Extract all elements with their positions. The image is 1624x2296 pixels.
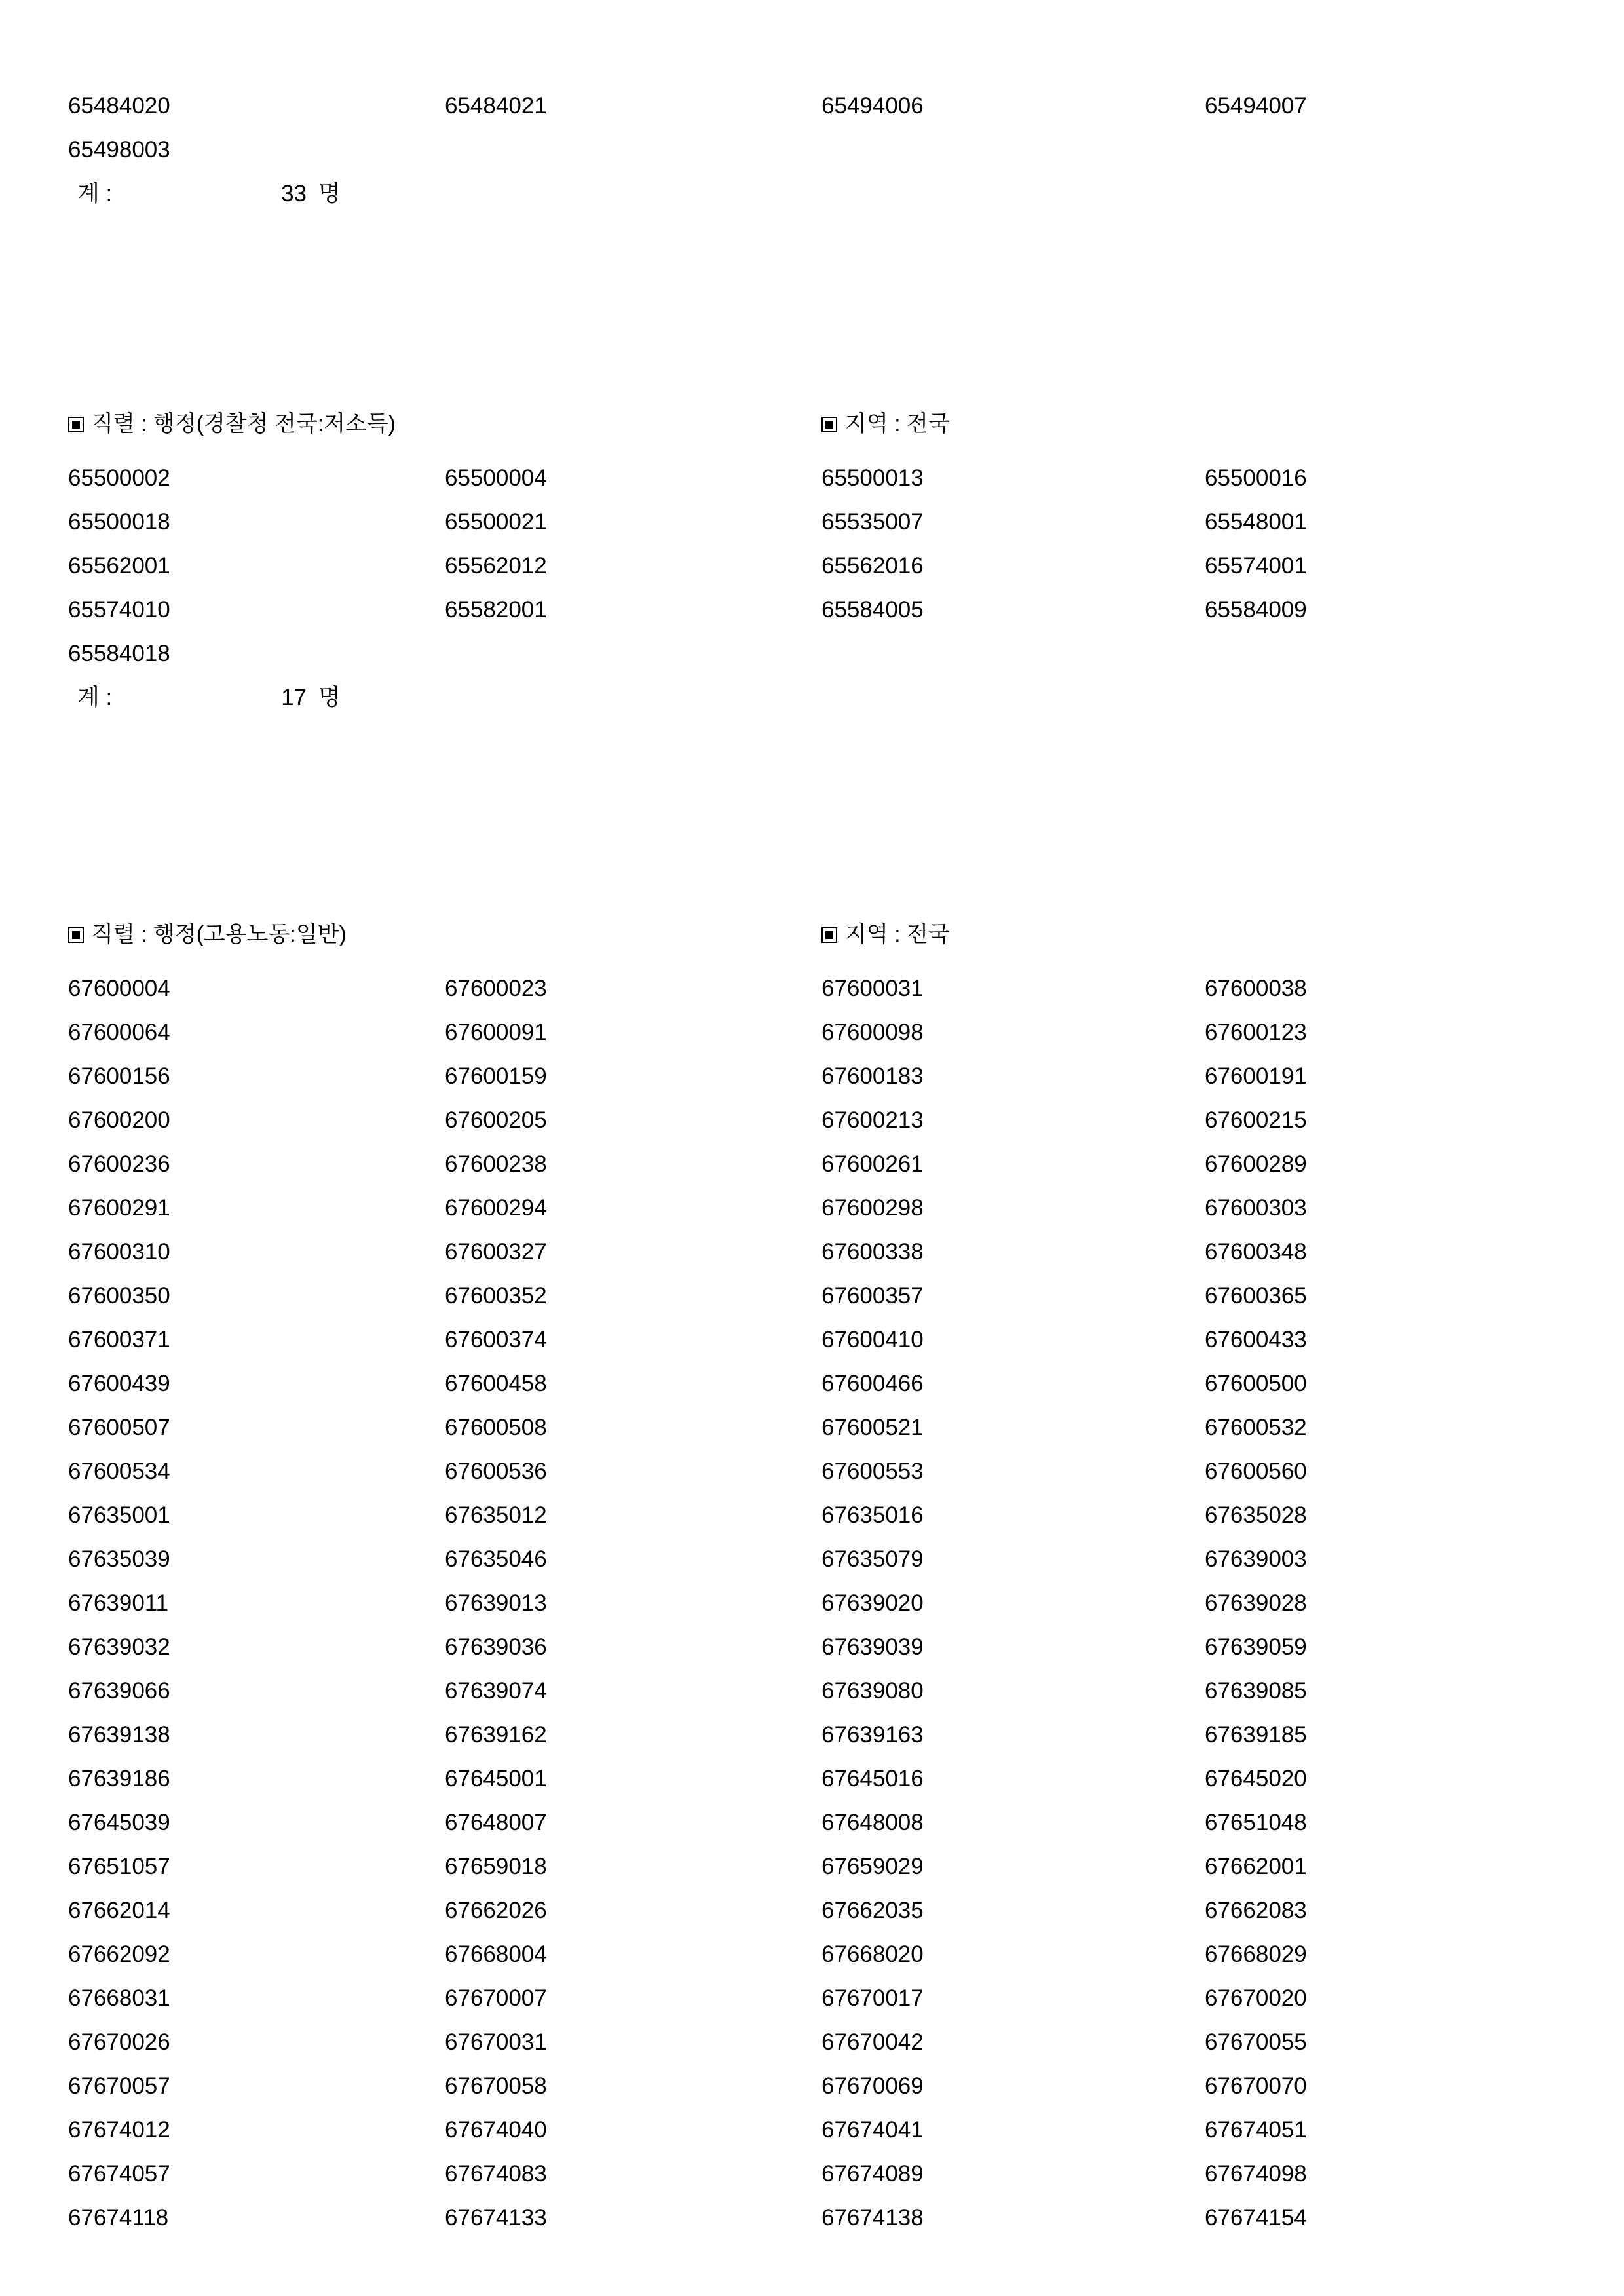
region-header-labor [821, 916, 950, 948]
code-cell: 67635028 [1205, 1502, 1307, 1528]
code-cell: 67648007 [445, 1810, 547, 1835]
code-cell: 67635001 [68, 1502, 170, 1528]
code-cell: 67639020 [821, 1590, 924, 1616]
code-cell: 67670020 [1205, 1985, 1307, 2011]
code-cell: 67674133 [445, 2205, 547, 2230]
code-cell: 67600371 [68, 1327, 170, 1352]
code-cell: 67600156 [68, 1063, 170, 1089]
code-cell: 65484020 [68, 93, 170, 119]
code-cell: 67600433 [1205, 1327, 1307, 1352]
code-cell: 67659018 [445, 1854, 547, 1879]
code-cell: 67670055 [1205, 2029, 1307, 2055]
total-unit: 명 [318, 181, 341, 206]
code-cell: 67645001 [445, 1766, 547, 1791]
code-cell: 67674057 [68, 2161, 170, 2187]
region-header-police [821, 406, 950, 438]
code-cell: 67600303 [1205, 1195, 1307, 1221]
code-cell: 65582001 [445, 597, 547, 622]
code-cell: 67600004 [68, 976, 170, 1001]
code-cell: 67600507 [68, 1415, 170, 1440]
code-cell: 67600348 [1205, 1239, 1307, 1265]
code-cell: 67674098 [1205, 2161, 1307, 2187]
section-labor [0, 916, 1624, 2240]
code-cell: 67600560 [1205, 1459, 1307, 1484]
code-cell: 67600238 [445, 1151, 547, 1177]
region-header-text: 지역 : 전국 [845, 922, 950, 947]
code-cell: 67670007 [445, 1985, 547, 2011]
code-cell: 67600374 [445, 1327, 547, 1352]
section-spacer [0, 216, 1624, 406]
code-cell: 67674138 [821, 2205, 924, 2230]
code-cell: 65500021 [445, 509, 547, 535]
code-cell: 65548001 [1205, 509, 1307, 535]
code-cell: 67651048 [1205, 1810, 1307, 1835]
code-cell: 67674051 [1205, 2117, 1307, 2143]
code-grid-police [68, 456, 1624, 676]
code-cell: 67635016 [821, 1502, 924, 1528]
code-cell: 65574010 [68, 597, 170, 622]
code-cell: 67600236 [68, 1151, 170, 1177]
section-continued [0, 84, 1624, 216]
code-cell: 65500002 [68, 465, 170, 491]
code-cell: 67668029 [1205, 1942, 1307, 1967]
code-cell: 67600365 [1205, 1283, 1307, 1309]
code-cell: 67600098 [821, 1020, 924, 1045]
code-cell: 65494007 [1205, 93, 1307, 119]
job-header-police [68, 406, 821, 438]
code-cell: 67600458 [445, 1371, 547, 1396]
code-cell: 67600466 [821, 1371, 924, 1396]
code-cell: 67662014 [68, 1898, 170, 1923]
code-cell: 65500004 [445, 465, 547, 491]
code-cell: 65500018 [68, 509, 170, 535]
code-cell: 67635012 [445, 1502, 547, 1528]
total-count: 17 [281, 685, 307, 710]
code-cell: 67600205 [445, 1107, 547, 1133]
code-cell: 67600536 [445, 1459, 547, 1484]
code-cell: 67639138 [68, 1722, 170, 1748]
code-cell: 65562016 [821, 553, 924, 579]
code-cell: 65535007 [821, 509, 924, 535]
code-cell: 67639059 [1205, 1634, 1307, 1660]
code-cell: 67670058 [445, 2073, 547, 2099]
code-cell: 67674154 [1205, 2205, 1307, 2230]
region-header-text: 지역 : 전국 [845, 411, 950, 436]
code-cell: 67639085 [1205, 1678, 1307, 1704]
code-cell: 67670069 [821, 2073, 924, 2099]
code-cell: 67668031 [68, 1985, 170, 2011]
code-cell: 67662035 [821, 1898, 924, 1923]
code-cell: 67600200 [68, 1107, 170, 1133]
code-cell: 67674040 [445, 2117, 547, 2143]
code-cell: 67645020 [1205, 1766, 1307, 1791]
code-cell: 67600357 [821, 1283, 924, 1309]
code-cell: 67674012 [68, 2117, 170, 2143]
code-cell: 67659029 [821, 1854, 924, 1879]
code-cell: 67635039 [68, 1546, 170, 1572]
code-cell: 67600294 [445, 1195, 547, 1221]
code-cell: 65574001 [1205, 553, 1307, 579]
code-cell: 67648008 [821, 1810, 924, 1835]
code-cell: 67600327 [445, 1239, 547, 1265]
code-cell: 67600291 [68, 1195, 170, 1221]
code-cell: 65484021 [445, 93, 547, 119]
section-spacer [0, 719, 1624, 916]
total-row-continued [77, 172, 1624, 216]
code-cell: 67674083 [445, 2161, 547, 2187]
code-cell: 67662083 [1205, 1898, 1307, 1923]
code-cell: 67600532 [1205, 1415, 1307, 1440]
code-cell: 65584018 [68, 641, 170, 666]
code-cell: 67639185 [1205, 1722, 1307, 1748]
code-cell: 67639011 [68, 1590, 169, 1616]
code-cell: 67645039 [68, 1810, 170, 1835]
code-cell: 67600031 [821, 976, 924, 1001]
code-cell: 67662026 [445, 1898, 547, 1923]
code-cell: 67639066 [68, 1678, 170, 1704]
square-bullet-icon [68, 927, 84, 943]
code-cell: 67639080 [821, 1678, 924, 1704]
code-cell: 67639003 [1205, 1546, 1307, 1572]
code-cell: 67651057 [68, 1854, 170, 1879]
code-grid-labor [68, 966, 1624, 2240]
code-cell: 67639032 [68, 1634, 170, 1660]
job-header-text: 직렬 : 행정(고용노동:일반) [92, 922, 347, 947]
code-cell: 67639074 [445, 1678, 547, 1704]
total-count: 33 [281, 181, 307, 206]
code-cell: 67600521 [821, 1415, 924, 1440]
code-cell: 67600191 [1205, 1063, 1307, 1089]
code-cell: 67668004 [445, 1942, 547, 1967]
code-cell: 67600500 [1205, 1371, 1307, 1396]
code-cell: 65562001 [68, 553, 170, 579]
section-header-police [0, 406, 1624, 438]
code-cell: 67600508 [445, 1415, 547, 1440]
code-cell: 67600123 [1205, 1020, 1307, 1045]
code-cell: 67600338 [821, 1239, 924, 1265]
code-cell: 65584009 [1205, 597, 1307, 622]
code-cell: 67639186 [68, 1766, 170, 1791]
code-cell: 65494006 [821, 93, 924, 119]
section-header-labor [0, 916, 1624, 948]
square-bullet-icon [68, 417, 84, 432]
code-cell: 65584005 [821, 597, 924, 622]
code-cell: 67600261 [821, 1151, 924, 1177]
code-cell: 67600038 [1205, 976, 1307, 1001]
code-cell: 67600298 [821, 1195, 924, 1221]
code-cell: 67639036 [445, 1634, 547, 1660]
code-cell: 67600350 [68, 1283, 170, 1309]
code-cell: 67600352 [445, 1283, 547, 1309]
code-cell: 65500016 [1205, 465, 1307, 491]
code-cell: 67674118 [68, 2205, 169, 2230]
code-cell: 65562012 [445, 553, 547, 579]
square-bullet-icon [821, 927, 837, 943]
code-cell: 67600439 [68, 1371, 170, 1396]
code-cell: 67600183 [821, 1063, 924, 1089]
code-cell: 67645016 [821, 1766, 924, 1791]
code-cell: 67600213 [821, 1107, 924, 1133]
code-cell: 67668020 [821, 1942, 924, 1967]
total-label: 계 : [77, 181, 113, 206]
code-grid-continued [68, 84, 1624, 172]
code-cell: 67670026 [68, 2029, 170, 2055]
code-cell: 67600215 [1205, 1107, 1307, 1133]
total-row-police [77, 676, 1624, 719]
section-police [0, 406, 1624, 719]
code-cell: 67670017 [821, 1985, 924, 2011]
code-cell: 67639028 [1205, 1590, 1307, 1616]
code-cell: 67635079 [821, 1546, 924, 1572]
code-cell: 67670042 [821, 2029, 924, 2055]
code-cell: 67600553 [821, 1459, 924, 1484]
code-cell: 67670070 [1205, 2073, 1307, 2099]
total-label: 계 : [77, 685, 113, 710]
code-cell: 67670031 [445, 2029, 547, 2055]
total-unit: 명 [318, 685, 341, 710]
code-cell: 65500013 [821, 465, 924, 491]
code-cell: 67662001 [1205, 1854, 1307, 1879]
code-cell: 65498003 [68, 137, 170, 163]
code-cell: 67600289 [1205, 1151, 1307, 1177]
code-cell: 67600091 [445, 1020, 547, 1045]
code-cell: 67662092 [68, 1942, 170, 1967]
code-cell: 67600159 [445, 1063, 547, 1089]
job-header-labor [68, 916, 821, 948]
code-cell: 67600023 [445, 976, 547, 1001]
code-cell: 67674089 [821, 2161, 924, 2187]
code-cell: 67600534 [68, 1459, 170, 1484]
code-cell: 67600064 [68, 1020, 170, 1045]
code-cell: 67670057 [68, 2073, 170, 2099]
code-cell: 67674041 [821, 2117, 924, 2143]
square-bullet-icon [821, 417, 837, 432]
code-cell: 67600310 [68, 1239, 170, 1265]
code-cell: 67639013 [445, 1590, 547, 1616]
code-cell: 67639162 [445, 1722, 547, 1748]
code-cell: 67639039 [821, 1634, 924, 1660]
code-cell: 67635046 [445, 1546, 547, 1572]
code-cell: 67600410 [821, 1327, 924, 1352]
code-cell: 67639163 [821, 1722, 924, 1748]
job-header-text: 직렬 : 행정(경찰청 전국:저소득) [92, 411, 396, 436]
